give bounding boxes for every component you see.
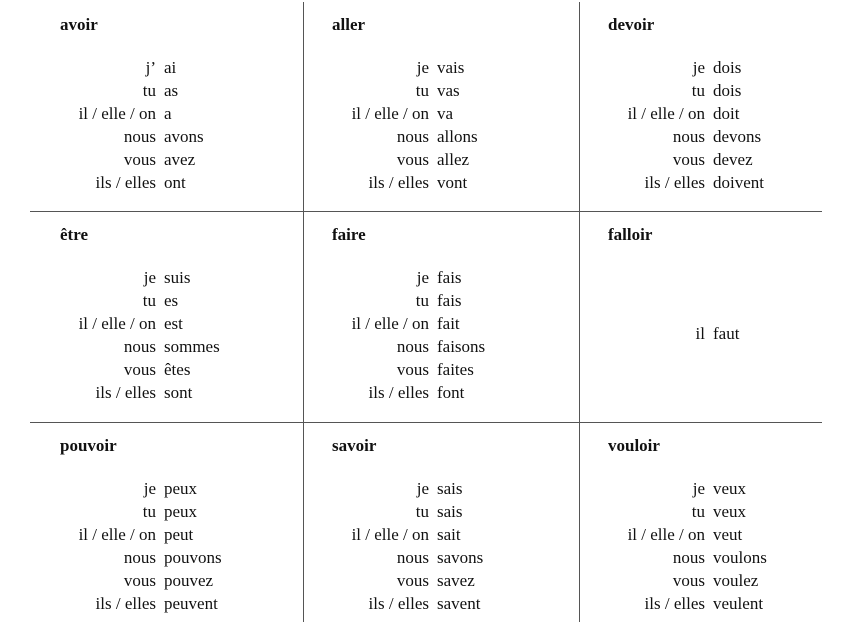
verb-form: avons [164, 127, 204, 146]
conjugation-row [304, 289, 579, 312]
conjugation-row [580, 171, 822, 194]
verb-form: faites [437, 360, 474, 379]
pronoun: vous [672, 150, 705, 169]
verb-form: suis [164, 268, 191, 287]
verb-title: savoir [332, 436, 377, 455]
pronoun: nous [123, 548, 156, 567]
conjugation-row [30, 266, 303, 289]
verb-cell-etre [30, 212, 304, 423]
pronoun: vous [123, 360, 156, 379]
pronoun: ils / elles [644, 173, 705, 192]
pronoun: ils / elles [368, 173, 429, 192]
conjugation-row [30, 148, 303, 171]
verb-title: devoir [608, 15, 655, 34]
pronoun: il / elle / on [78, 104, 156, 123]
pronoun: ils / elles [95, 594, 156, 613]
conjugation-row [304, 56, 579, 79]
verb-form: peux [164, 502, 198, 521]
verb-form: es [164, 291, 179, 310]
conjugation-row [580, 125, 822, 148]
verb-form: fait [437, 314, 460, 333]
verb-form: peut [164, 525, 194, 544]
verb-form: peuvent [164, 594, 218, 613]
conjugation-row [30, 569, 303, 592]
conjugation-row [580, 102, 822, 125]
verb-form: vais [437, 58, 465, 77]
verb-form: doit [713, 104, 740, 123]
conjugation-row [30, 381, 303, 404]
conjugation-row [580, 546, 822, 569]
conjugation-row [304, 477, 579, 500]
verb-cell-savoir [304, 423, 580, 622]
verb-title: avoir [60, 15, 98, 34]
verb-form: allons [437, 127, 478, 146]
conjugation-row [580, 148, 822, 171]
conjugation-row [30, 289, 303, 312]
verb-title: être [60, 225, 88, 244]
conjugation-list [30, 56, 303, 194]
verb-form: sais [437, 479, 463, 498]
conjugation-row [304, 79, 579, 102]
conjugation-row [304, 148, 579, 171]
conjugation-row [580, 523, 822, 546]
verb-form: as [164, 81, 179, 100]
verb-form: fais [437, 268, 462, 287]
conjugation-list [30, 477, 303, 615]
conjugation-row [304, 335, 579, 358]
verb-form: dois [713, 81, 742, 100]
verb-form: dois [713, 58, 742, 77]
conjugation-list [580, 477, 822, 615]
pronoun: vous [123, 150, 156, 169]
verb-title: pouvoir [60, 436, 117, 455]
pronoun: je [692, 58, 705, 77]
pronoun: ils / elles [368, 383, 429, 402]
conjugation-table [30, 2, 822, 622]
pronoun: il / elle / on [627, 525, 705, 544]
pronoun: tu [691, 502, 705, 521]
pronoun: il [695, 324, 705, 343]
conjugation-row [580, 79, 822, 102]
pronoun: je [416, 268, 429, 287]
pronoun: j’ [145, 58, 156, 77]
pronoun: nous [396, 127, 429, 146]
verb-form: veux [713, 502, 747, 521]
conjugation-row [304, 381, 579, 404]
verb-cell-devoir [580, 2, 822, 212]
verb-form: fais [437, 291, 462, 310]
pronoun: tu [142, 81, 156, 100]
pronoun: tu [415, 291, 429, 310]
verb-form: ont [164, 173, 186, 192]
pronoun: nous [123, 127, 156, 146]
verb-form: savent [437, 594, 481, 613]
verb-form: sommes [164, 337, 220, 356]
conjugation-row [580, 569, 822, 592]
conjugation-row [304, 266, 579, 289]
pronoun: ils / elles [95, 383, 156, 402]
verb-form: est [164, 314, 183, 333]
verb-form: êtes [164, 360, 191, 379]
verb-form: pouvons [164, 548, 222, 567]
verb-form: veut [713, 525, 743, 544]
pronoun: ils / elles [95, 173, 156, 192]
verb-form: allez [437, 150, 470, 169]
verb-cell-aller [304, 2, 580, 212]
conjugation-list [580, 56, 822, 194]
verb-form: sais [437, 502, 463, 521]
pronoun: vous [396, 571, 429, 590]
verb-form: peux [164, 479, 198, 498]
conjugation-row [304, 102, 579, 125]
pronoun: je [143, 479, 156, 498]
verb-form: savez [437, 571, 475, 590]
pronoun: nous [123, 337, 156, 356]
pronoun: nous [672, 548, 705, 567]
verb-form: voulons [713, 548, 767, 567]
conjugation-row [580, 500, 822, 523]
pronoun: tu [142, 291, 156, 310]
pronoun: nous [672, 127, 705, 146]
verb-cell-avoir [30, 2, 304, 212]
conjugation-row [30, 79, 303, 102]
conjugation-list [30, 266, 303, 404]
verb-form: avez [164, 150, 196, 169]
pronoun: nous [396, 548, 429, 567]
conjugation-row [30, 125, 303, 148]
verb-form: voulez [713, 571, 759, 590]
verb-form: sait [437, 525, 461, 544]
conjugation-row [30, 335, 303, 358]
pronoun: je [416, 58, 429, 77]
conjugation-row [304, 312, 579, 335]
conjugation-row [30, 477, 303, 500]
pronoun: vous [396, 150, 429, 169]
conjugation-row [580, 592, 822, 615]
verb-form: ai [164, 58, 177, 77]
conjugation-row [580, 322, 822, 345]
conjugation-list [304, 56, 579, 194]
verb-form: faut [713, 324, 740, 343]
verb-form: devons [713, 127, 762, 146]
verb-form: savons [437, 548, 484, 567]
pronoun: il / elle / on [351, 104, 429, 123]
pronoun: je [692, 479, 705, 498]
pronoun: nous [396, 337, 429, 356]
verb-form: va [437, 104, 454, 123]
conjugation-list [304, 266, 579, 404]
verb-form: faisons [437, 337, 486, 356]
conjugation-row [304, 592, 579, 615]
pronoun: vous [396, 360, 429, 379]
conjugation-row [30, 56, 303, 79]
verb-cell-vouloir [580, 423, 822, 622]
conjugation-row [30, 358, 303, 381]
verb-form: font [437, 383, 465, 402]
pronoun: tu [691, 81, 705, 100]
verb-title: vouloir [608, 436, 660, 455]
pronoun: il / elle / on [351, 525, 429, 544]
conjugation-row [304, 569, 579, 592]
verb-form: a [164, 104, 172, 123]
verb-title: faire [332, 225, 366, 244]
verb-title: falloir [608, 225, 653, 244]
pronoun: il / elle / on [78, 314, 156, 333]
conjugation-row [304, 523, 579, 546]
conjugation-row [30, 312, 303, 335]
conjugation-row [30, 523, 303, 546]
conjugation-row [304, 125, 579, 148]
pronoun: tu [415, 502, 429, 521]
conjugation-row [30, 102, 303, 125]
conjugation-row [580, 56, 822, 79]
verb-cell-falloir [580, 212, 822, 423]
verb-form: devez [713, 150, 753, 169]
verb-form: veux [713, 479, 747, 498]
pronoun: il / elle / on [627, 104, 705, 123]
pronoun: il / elle / on [351, 314, 429, 333]
pronoun: tu [142, 502, 156, 521]
verb-form: sont [164, 383, 193, 402]
verb-form: doivent [713, 173, 764, 192]
verb-title: aller [332, 15, 366, 34]
pronoun: ils / elles [368, 594, 429, 613]
conjugation-row [304, 358, 579, 381]
pronoun: vous [672, 571, 705, 590]
verb-cell-faire [304, 212, 580, 423]
conjugation-row [304, 546, 579, 569]
conjugation-row [304, 171, 579, 194]
conjugation-list [304, 477, 579, 615]
pronoun: je [143, 268, 156, 287]
conjugation-row [30, 546, 303, 569]
verb-form: vas [437, 81, 460, 100]
verb-form: veulent [713, 594, 764, 613]
conjugation-row [30, 500, 303, 523]
pronoun: tu [415, 81, 429, 100]
conjugation-row [304, 500, 579, 523]
pronoun: je [416, 479, 429, 498]
verb-cell-pouvoir [30, 423, 304, 622]
conjugation-row [30, 171, 303, 194]
pronoun: vous [123, 571, 156, 590]
verb-form: pouvez [164, 571, 214, 590]
conjugation-row [30, 592, 303, 615]
pronoun: ils / elles [644, 594, 705, 613]
pronoun: il / elle / on [78, 525, 156, 544]
verb-form: vont [437, 173, 468, 192]
conjugation-row [580, 477, 822, 500]
